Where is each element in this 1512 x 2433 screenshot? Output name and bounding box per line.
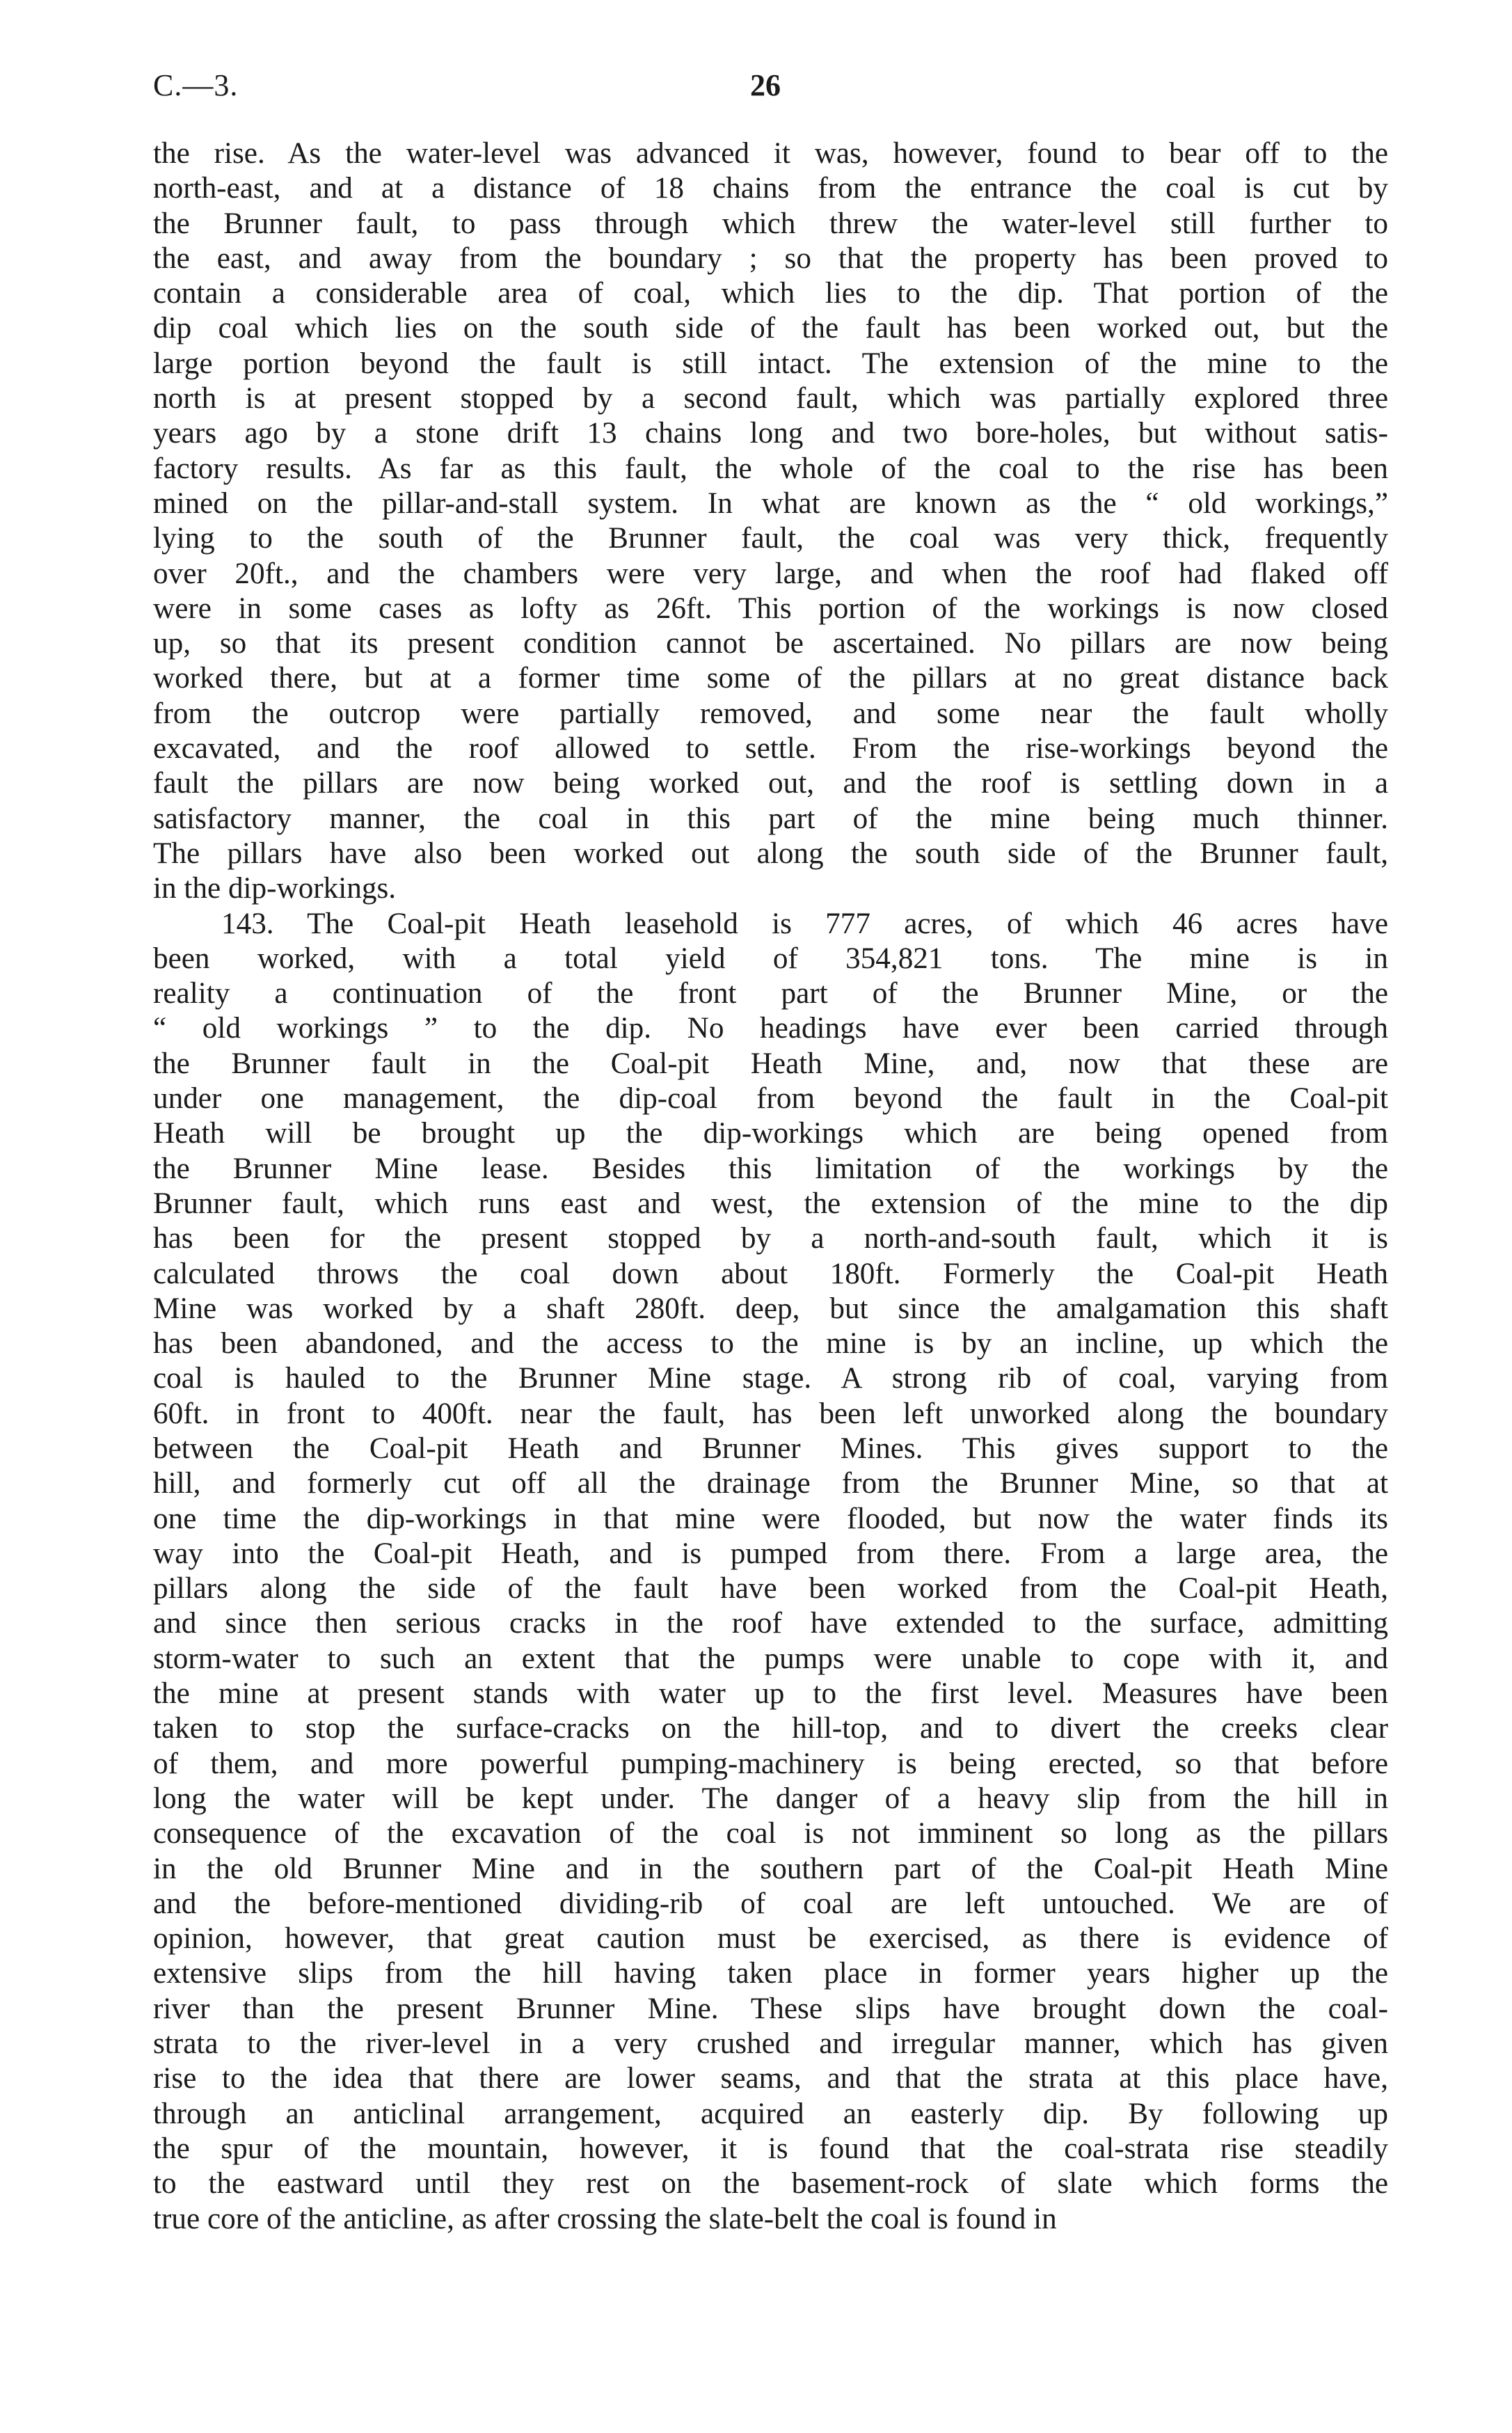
text-line: the Brunner fault in the Coal-pit Heath Mine, and, now that these are [153, 1047, 1388, 1080]
text-line: Brunner fault, which runs east and west, the extension of the mine to the dip [153, 1187, 1388, 1220]
text-line: and since then serious cracks in the roof have extended to the surface, admitting [153, 1607, 1388, 1640]
text-line: the spur of the mountain, however, it is found that the coal-strata rise steadily [153, 2132, 1388, 2165]
text-line: years ago by a stone drift 13 chains long and two bore-holes, but without satis- [153, 417, 1388, 450]
text-line: calculated throws the coal down about 180ft. Formerly the Coal-pit Heath [153, 1257, 1388, 1290]
text-line: north-east, and at a distance of 18 chains from the entrance the coal is cut by [153, 172, 1388, 205]
text-line: from the outcrop were partially removed, and some near the fault wholly [153, 697, 1388, 730]
text-line: up, so that its present condition cannot be ascertained. No pillars are now being [153, 627, 1388, 660]
body-text [153, 136, 1388, 2237]
text-line: hill, and formerly cut off all the drainage from the Brunner Mine, so that at [153, 1467, 1388, 1500]
text-line: 143. The Coal-pit Heath leasehold is 777 acres, of which 46 acres have [221, 907, 1388, 940]
text-line: Heath will be brought up the dip-workings which are being opened from [153, 1117, 1388, 1150]
text-line: in the dip-workings. [153, 872, 397, 905]
page-header [153, 61, 1388, 110]
text-line: under one management, the dip-coal from beyond the fault in the Coal-pit [153, 1082, 1388, 1116]
text-line: “ old workings ” to the dip. No headings have ever been carried through [153, 1012, 1388, 1045]
text-line: pillars along the side of the fault have been worked from the Coal-pit Heath, [153, 1572, 1388, 1606]
text-line: large portion beyond the fault is still intact. The extension of the mine to the [153, 347, 1388, 380]
text-line: the east, and away from the boundary ; so that the property has been proved to [153, 241, 1388, 275]
text-line: rise to the idea that there are lower seams, and that the strata at this place have, [153, 2062, 1388, 2095]
text-line: the mine at present stands with water up to the first level. Measures have been [153, 1677, 1388, 1711]
text-line: the rise. As the water-level was advanced it was, however, found to bear off to the [153, 137, 1388, 170]
text-line: long the water will be kept under. The danger of a heavy slip from the hill in [153, 1782, 1388, 1815]
text-line: contain a considerable area of coal, which lies to the dip. That portion of the [153, 277, 1388, 310]
text-line: has been abandoned, and the access to the mine is by an incline, up which the [153, 1327, 1388, 1361]
text-line: were in some cases as lofty as 26ft. This portion of the workings is now closed [153, 592, 1388, 625]
text-line: in the old Brunner Mine and in the southern part of the Coal-pit Heath Mine [153, 1852, 1388, 1885]
text-line: opinion, however, that great caution must be exercised, as there is evidence of [153, 1922, 1388, 1956]
text-line: the Brunner Mine lease. Besides this limitation of the workings by the [153, 1152, 1388, 1185]
text-line: excavated, and the roof allowed to settle. From the rise-workings beyond the [153, 732, 1388, 766]
text-line: through an anticlinal arrangement, acquired an easterly dip. By following up [153, 2097, 1388, 2130]
text-line: has been for the present stopped by a north-and-south fault, which it is [153, 1222, 1388, 1255]
text-line: over 20ft., and the chambers were very large, and when the roof had flaked off [153, 557, 1388, 590]
text-line: satisfactory manner, the coal in this part of the mine being much thinner. [153, 802, 1388, 835]
text-line: extensive slips from the hill having taken place in former years higher up the [153, 1957, 1388, 1990]
text-line: strata to the river-level in a very crushed and irregular manner, which has given [153, 2027, 1388, 2061]
text-line: one time the dip-workings in that mine were flooded, but now the water finds its [153, 1502, 1388, 1535]
text-line: north is at present stopped by a second fault, which was partially explored three [153, 382, 1388, 415]
text-line: river than the present Brunner Mine. These slips have brought down the coal- [153, 1992, 1388, 2025]
text-line: taken to stop the surface-cracks on the hill-top, and to divert the creeks clear [153, 1712, 1388, 1745]
text-line: coal is hauled to the Brunner Mine stage. A strong rib of coal, varying from [153, 1362, 1388, 1395]
text-line: 60ft. in front to 400ft. near the fault, has been left unworked along the boundary [153, 1397, 1388, 1430]
text-line: the Brunner fault, to pass through which threw the water-level still further to [153, 207, 1388, 240]
text-line: The pillars have also been worked out along the south side of the Brunner fault, [153, 837, 1388, 870]
text-line: true core of the anticline, as after crossing the slate-belt the coal is found in [153, 2202, 1057, 2235]
text-line: been worked, with a total yield of 354,821 tons. The mine is in [153, 942, 1388, 975]
section-code: C.—3. [153, 68, 239, 102]
text-line: lying to the south of the Brunner fault, the coal was very thick, frequently [153, 522, 1388, 555]
text-line: to the eastward until they rest on the basement-rock of slate which forms the [153, 2167, 1388, 2201]
text-line: worked there, but at a former time some of the pillars at no great distance back [153, 662, 1388, 695]
text-line: fault the pillars are now being worked out, and the roof is settling down in a [153, 767, 1388, 800]
text-line: Mine was worked by a shaft 280ft. deep, but since the amalgamation this shaft [153, 1292, 1388, 1325]
page-number: 26 [750, 68, 781, 102]
text-line: way into the Coal-pit Heath, and is pumped from there. From a large area, the [153, 1537, 1388, 1570]
text-line: factory results. As far as this fault, the whole of the coal to the rise has been [153, 452, 1388, 485]
text-line: between the Coal-pit Heath and Brunner Mines. This gives support to the [153, 1432, 1388, 1465]
text-line: of them, and more powerful pumping-machinery is being erected, so that before [153, 1747, 1388, 1780]
text-line: storm-water to such an extent that the pumps were unable to cope with it, and [153, 1642, 1388, 1675]
paragraph [153, 907, 1388, 2237]
paragraph [153, 136, 1388, 907]
text-line: and the before-mentioned dividing-rib of coal are left untouched. We are of [153, 1887, 1388, 1920]
text-line: dip coal which lies on the south side of the fault has been worked out, but the [153, 312, 1388, 345]
text-line: reality a continuation of the front part of the Brunner Mine, or the [153, 977, 1388, 1011]
text-line: mined on the pillar-and-stall system. In what are known as the “ old workings,” [153, 486, 1388, 520]
text-line: consequence of the excavation of the coal is not imminent so long as the pillars [153, 1817, 1388, 1850]
